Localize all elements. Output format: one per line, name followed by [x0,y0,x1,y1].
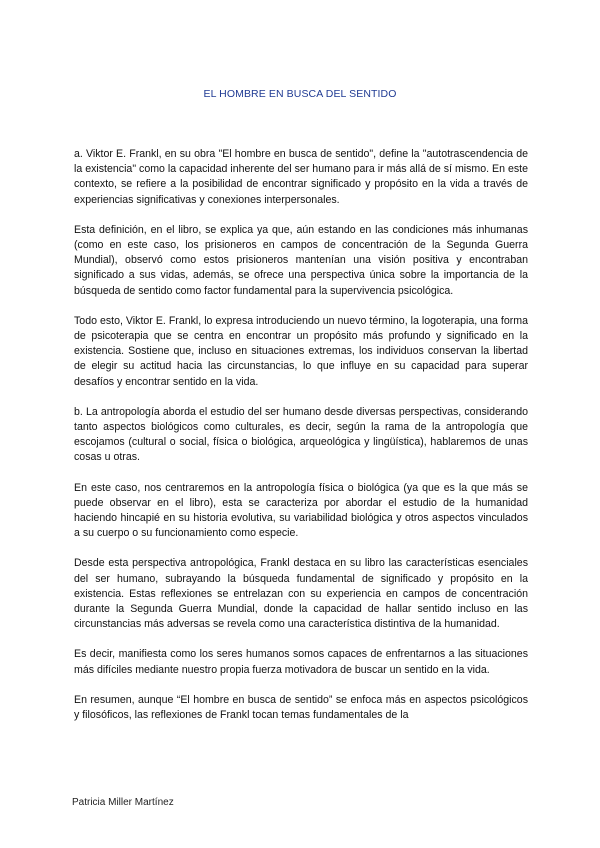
paragraph-6: Desde esta perspectiva antropológica, Frankl destaca en su libro las características esenciales del ser humano, subrayando la búsqueda fundamental de significado y propósito en la existencia. Estas reflexiones se entrelazan con su experiencia en campos de concentración durante la Segunda Guerra Mundial, donde la capacidad de hallar sentido incluso en las circunstancias más adversas se revela como una característica distintiva de la humanidad. [74,557,528,631]
paragraph-4: b. La antropología aborda el estudio del ser humano desde diversas perspectivas, considerando tanto aspectos biológicos como culturales, es decir, según la rama de la antropología que escojamos (cultural o social, física o biológica, arqueológica y lingüística), hablaremos de unas cosas u otras. [74,405,528,464]
footer-author: Patricia Miller Martínez [72,797,174,808]
paragraph-1: a. Viktor E. Frankl, en su obra "El hombre en busca de sentido", define la "autotrascendencia de la existencia" como la capacidad inherente del ser humano para ir más allá de sí mismo. En este contexto, se refiere a la posibilidad de encontrar significado y propósito en la vida a través de experiencias significativas y conexiones interpersonales. [74,148,528,206]
document-title: EL HOMBRE EN BUSCA DEL SENTIDO [203,88,397,100]
paragraph-7: Es decir, manifiesta como los seres humanos somos capaces de enfrentarnos a las situaciones más difíciles mediante nuestro propia fuerza motivadora de buscar un sentido en la vida. [74,648,528,676]
paragraph-8: En resumen, aunque “El hombre en busca de sentido” se enfoca más en aspectos psicológicos y filosóficos, las reflexiones de Frankl tocan temas fundamentales de la [74,693,528,722]
paragraph-3: Todo esto, Viktor E. Frankl, lo expresa introduciendo un nuevo término, la logoterapia, una forma de psicoterapia que se centra en encontrar un propósito más profundo y significado en la existencia. Sostiene que, incluso en situaciones extremas, los individuos conservan la libertad de elegir su actitud hacia las circunstancias, lo que influye en su capacidad para superar desafíos y encontrar sentido en la vida. [74,314,528,388]
paragraph-2: Esta definición, en el libro, se explica ya que, aún estando en las condiciones más inhumanas (como en este caso, los prisioneros en campos de concentración de la Segunda Guerra Mundial), observó como estos prisioneros mantenían una visión positiva y encontraban significado a sus vidas, además, se ofrece una perspectiva única sobre la importancia de la búsqueda de sentido como factor fundamental para la supervivencia psicológica. [74,223,528,297]
paragraph-5: En este caso, nos centraremos en la antropología física o biológica (ya que es la que más se puede observar en el libro), esta se caracteriza por abordar el estudio de la humanidad haciendo hincapié en su historia evolutiva, su variabilidad biológica y otros aspectos vinculados a su cuerpo o su funcionamiento como especie. [74,481,528,540]
document-body [74,147,528,738]
